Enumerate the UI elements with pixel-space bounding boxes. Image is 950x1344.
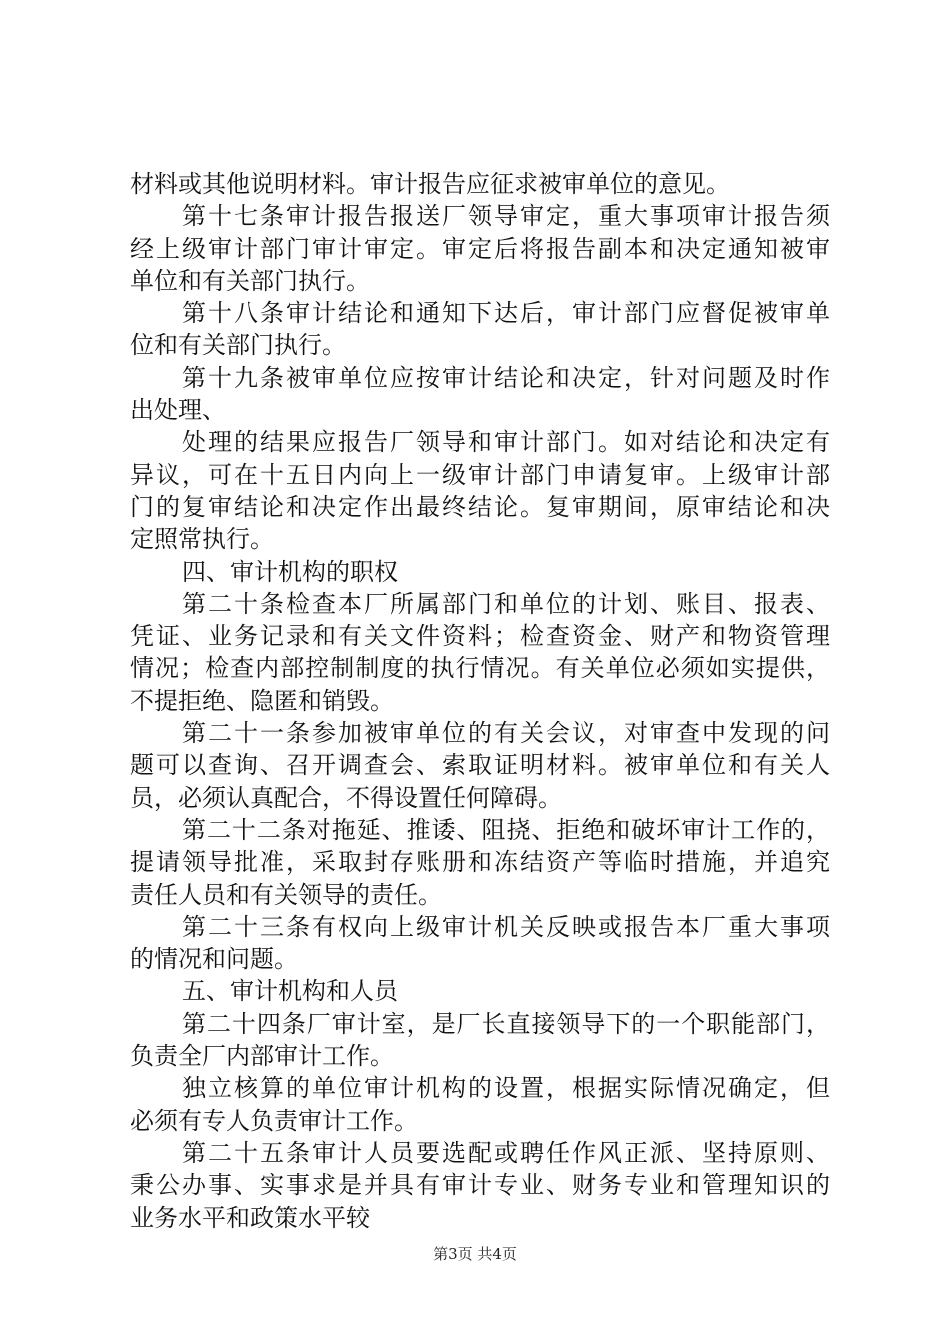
section-heading: 四、审计机构的职权 xyxy=(182,557,398,586)
text-line: 第二十三条有权向上级审计机关反映或报告本厂重大事项 xyxy=(182,912,830,941)
text-line: 第十九条被审单位应按审计结论和决定，针对问题及时作 xyxy=(182,363,830,392)
text-line: 第二十条检查本厂所属部门和单位的计划、账目、报表、 xyxy=(182,589,830,618)
text-line: 责任人员和有关领导的责任。 xyxy=(130,880,442,909)
section-heading: 五、审计机构和人员 xyxy=(182,977,398,1006)
text-line: 第二十二条对拖延、推诿、阻挠、拒绝和破坏审计工作的， xyxy=(182,815,830,844)
text-line: 秉公办事、实事求是并具有审计专业、财务专业和管理知识的 xyxy=(130,1171,830,1200)
page-number-footer: 第3页 共4页 xyxy=(433,1245,517,1263)
text-line: 提请领导批准，采取封存账册和冻结资产等临时措施，并追究 xyxy=(130,848,830,877)
text-line: 第二十五条审计人员要选配或聘任作风正派、坚持原则、 xyxy=(182,1138,830,1167)
text-line: 不提拒绝、隐匿和销毁。 xyxy=(130,686,394,715)
text-line: 经上级审计部门审计审定。审定后将报告副本和决定通知被审 xyxy=(130,234,830,263)
text-line: 必须有专人负责审计工作。 xyxy=(130,1106,418,1135)
text-line: 第二十四条厂审计室，是厂长直接领导下的一个职能部门， xyxy=(182,1009,830,1038)
text-line: 位和有关部门执行。 xyxy=(130,331,346,360)
text-line: 员，必须认真配合，不得设置任何障碍。 xyxy=(130,783,562,812)
text-line: 第十七条审计报告报送厂领导审定，重大事项审计报告须 xyxy=(182,202,830,231)
text-line: 定照常执行。 xyxy=(130,525,274,554)
text-line: 负责全厂内部审计工作。 xyxy=(130,1042,394,1071)
text-line: 第二十一条参加被审单位的有关会议，对审查中发现的问 xyxy=(182,719,830,748)
text-line: 情况；检查内部控制制度的执行情况。有关单位必须如实提供， xyxy=(130,654,830,683)
text-line: 处理的结果应报告厂领导和审计部门。如对结论和决定有 xyxy=(182,428,830,457)
text-line: 独立核算的单位审计机构的设置，根据实际情况确定，但 xyxy=(182,1074,830,1103)
text-line: 凭证、业务记录和有关文件资料；检查资金、财产和物资管理 xyxy=(130,622,830,651)
text-line: 材料或其他说明材料。审计报告应征求被审单位的意见。 xyxy=(130,170,730,198)
document-body xyxy=(130,168,830,1234)
text-line: 异议，可在十五日内向上一级审计部门申请复审。上级审计部 xyxy=(130,460,830,489)
text-line: 题可以查询、召开调查会、索取证明材料。被审单位和有关人 xyxy=(130,751,830,780)
text-line: 的情况和问题。 xyxy=(130,945,298,974)
text-line: 单位和有关部门执行。 xyxy=(130,266,370,295)
text-line: 出处理、 xyxy=(130,396,226,425)
text-line: 第十八条审计结论和通知下达后，审计部门应督促被审单 xyxy=(182,299,830,328)
text-line: 门的复审结论和决定作出最终结论。复审期间，原审结论和决 xyxy=(130,492,830,521)
text-line: 业务水平和政策水平较 xyxy=(130,1203,370,1232)
